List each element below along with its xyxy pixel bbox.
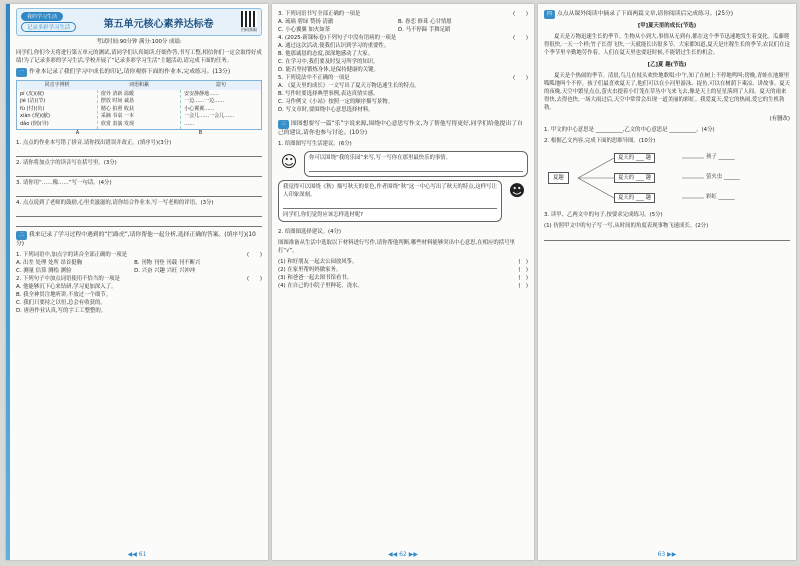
q1-item-3: 3. 请你用“……像……”写一句话。(4分) [16, 180, 112, 187]
mind-map-lines [544, 148, 790, 208]
question-1 [16, 68, 262, 77]
q1-item-2: 2. 请你将加点字的读音写在括号里。(3分) [16, 160, 117, 167]
choice-text: (4) 在自己的小院子里种花、浇水。 [278, 283, 363, 290]
source-note: (有删改) [769, 115, 790, 122]
dialog-area [278, 151, 528, 177]
grid-col-2 [97, 90, 180, 130]
question-2-continued [278, 10, 528, 114]
q2-item-2: 2. 下列句子中加点词语使用不恰当的一项是 ( ) [16, 276, 262, 283]
qr-code [241, 11, 257, 27]
answer-line[interactable] [16, 189, 262, 197]
grid-head-2: 词语积累 [128, 81, 149, 88]
grid-head-3: 造句 [215, 81, 226, 88]
mind-map [544, 148, 790, 208]
option[interactable]: A. 他能够沉下心来钻研,学习更加深入了。 [16, 284, 117, 291]
question-1-items [16, 139, 262, 227]
page-number: ◀◀ 62 ▶▶ [388, 551, 418, 558]
intro-text: 同学们,你们今天将进行第五单元的测试,请同学们认真阅读,仔细作答,书写工整,相信你们一定会取得好成绩!为了记录多彩的学习生活,学校开展了“记录多彩学习生活”主题活动,请完成下面的任务。 [16, 50, 262, 64]
option[interactable]: A. 《夏天里的成长》一文写出了夏天万物迅速生长的特点。 [278, 83, 420, 89]
question-4-item-2: 2. 根据乙文内容,完成下面的思维导图。(10分) [544, 137, 656, 144]
q2-item-3-text: 3. 下列词语书写全部正确的一项是 [278, 11, 361, 17]
q2-item-2-text: 2. 下列句子中加点词语使用不恰当的一项是 [16, 276, 120, 283]
bubble-1-text: 你可以围绕“我的乐园”来写,写一写你在那里最快乐的事情。 [309, 155, 452, 162]
notebook-grid [16, 80, 262, 136]
mind-map-center: 夏趣 [548, 172, 569, 184]
option[interactable]: C. 习作例文《小站》按照一定的顺序描写景物。 [278, 99, 394, 105]
mind-map-node[interactable]: 夏天的 ___ 趣 [614, 193, 655, 203]
option[interactable]: D. 唐唐作业认真,写的字工工整整的。 [16, 308, 107, 315]
q2-item-1: 1. 下列词语中,加点字的读音全部正确的一项是 ( ) [16, 252, 262, 259]
answer-line[interactable] [16, 169, 262, 177]
option[interactable]: C. 在学习中,我们要及时复习所学的知识。 [278, 59, 379, 65]
q2-item-4: 4. (2025·新课标卷)下列句子中没有语病的一项是 ( ) [278, 35, 528, 41]
grid-cell: 安安静静地…… [184, 91, 220, 97]
girl-avatar: ☻ [508, 181, 526, 201]
question-3 [278, 120, 528, 137]
option[interactable]: A. 琉璃 碧绿 赞扬 清澈 [278, 19, 334, 25]
grid-foot-a: A [75, 130, 80, 137]
brand-small: 我的学习生活 [21, 12, 63, 21]
option[interactable]: D. 写文章时,要围绕中心意思选择材料。 [278, 107, 374, 113]
qr-caption: 扫码获取 [240, 27, 257, 32]
page-number: ◀◀ 61 [127, 551, 147, 558]
option[interactable]: B. 眷恋 修葺 心甘情愿 [398, 19, 452, 25]
mind-map-leaf[interactable]: 彩虹 ______ [706, 193, 735, 200]
essay-1-text: 夏天是万物迅速生长的季节。生物从小到大,事情从无到有,都在这个季节迅速地发生着变化。瓜藤爬得很快,一天一个样;竹子长得飞快,一天就能长出很多节。大家都知道,夏天是庄稼生长的季节,农民们在这个季节里辛勤地劳作着。人们在夏天里也要赶时候,不能错过生长的机会。 [544, 33, 790, 56]
brand-banner: 记录多彩学习生活 [21, 22, 76, 32]
grid-cell: 采摘 书桌 一本 [100, 113, 135, 120]
grid-cell: fù (付)(负) [20, 105, 45, 112]
option[interactable]: A. 通过这次活动,使我们认识到学习的重要性。 [278, 43, 390, 49]
question-4-head: 点点从课外阅读中摘录了下面两篇文章,请你阅读后完成练习。(25分) [557, 11, 734, 17]
option[interactable]: C. 我们只要持之以恒,总会有收获的。 [16, 300, 106, 307]
grid-cell: 欣赏 表演 发现 [100, 120, 135, 127]
q1-item-1: 1. 点点的作业本写错了拼音,请你找出错误并改正。(填序号)(3分) [16, 140, 172, 147]
option[interactable]: C. 测量 估算 测绘 测验 [16, 268, 72, 275]
grid-col-3 [181, 90, 262, 130]
answer-line[interactable] [16, 209, 262, 217]
question-4-item-4: (1) 仿照甲文中的句子写一写,从时间的角度表现事物飞速成长。(2分) [544, 222, 709, 229]
option[interactable]: B. 写作时要选择典型事例,表达真情实感。 [278, 91, 379, 97]
section-badge: 二 [16, 231, 27, 240]
grid-cell: jié (洁)(节) [20, 98, 46, 105]
page-63 [538, 4, 796, 560]
question-2-items [16, 251, 262, 315]
q2-item-3: 3. 下列词语书写全部正确的一项是 ( ) [278, 11, 528, 17]
choice-item[interactable]: (4) 在自己的小院子里种花、浇水。 ( ) [278, 283, 528, 290]
exam-meta: 考试时间:90分钟 满分:100分 成绩: [96, 39, 182, 45]
grid-cell: xiàn (现)(献) [20, 113, 50, 120]
answer-line[interactable] [544, 233, 790, 241]
boy-avatar: ☺ [280, 152, 298, 172]
question-2 [16, 231, 262, 248]
q1-item-4: 4. 点点说到了老师的鼓励,心里美滋滋的,请你结合作业本,写一写老师的评语。(3分) [16, 200, 214, 207]
question-4-item-1: 1. 甲文的中心意思是 __________,乙文的中心意思是 __________。(4分) [544, 126, 715, 133]
page-61 [6, 4, 268, 560]
page-number: 63 ▶▶ [657, 551, 677, 558]
sub-question-2-text: 图图准备从生活中选取以下材料进行写作,请你帮他判断,哪些材料能够突出中心意思,在相应的括号里打“√”。 [278, 240, 515, 255]
grid-cell: 窗外 清新 温暖 [100, 91, 135, 97]
choice-item[interactable]: (3) 和爸爸一起去图书馆看书。 ( ) [278, 275, 528, 282]
sub-question-2-items [278, 258, 528, 290]
grid-cell: dǎo (倒)(导) [20, 120, 49, 127]
grid-col-1 [17, 90, 98, 130]
grid-foot-b: B [198, 130, 203, 137]
answer-line[interactable] [16, 149, 262, 157]
section-badge: 四 [544, 10, 555, 19]
mind-map-leaf[interactable]: 萤火虫 ______ [706, 173, 741, 180]
grid-cell: pí (皮)(疲) [20, 91, 44, 97]
grid-cell: 小心翼翼…… [184, 105, 215, 112]
option[interactable]: B. 我全神贯注地听讲,不放过一个细节。 [16, 292, 112, 299]
section-badge: 三 [278, 120, 289, 129]
option[interactable]: A. 出差 处理 处所 昂首挺胸 [16, 260, 83, 267]
speech-bubble-1 [304, 151, 528, 177]
q2-item-4-text: 4. (2025·新课标卷)下列句子中没有语病的一项是 [278, 35, 397, 41]
essay-2-text: 夏天是个热闹的季节。清晨,鸟儿在枝头欢快地歌唱;中午,知了在树上不停地鸣叫;傍晚,青蛙在池塘里呱呱地叫个不停。孩子们最喜欢夏天了,他们可以在小河里游泳、捉鱼,可以在树荫下乘凉、讲故事。夏天的夜晚,天空中繁星点点,萤火虫提着小灯笼在草丛中飞来飞去,像是天上的星星落到了人间。夏天的雨来得快,去得也快,一场大雨过后,天空中常常会出现一道美丽的彩虹。我爱夏天,爱它的热闹,爱它的生机勃勃。 [544, 72, 791, 111]
essay-2-title: [乙]夏 趣(节选) [647, 61, 687, 68]
page-number-value: 61 [138, 551, 147, 558]
option[interactable]: B. 刊物 刊登 刊载 刊不断兴 [134, 260, 201, 267]
dialog-area-2 [278, 180, 528, 222]
grid-cell: 精心 拍照 收获 [100, 105, 135, 112]
choice-text: (1) 和好朋友一起去公园放风筝。 [278, 259, 358, 266]
mind-map-node[interactable]: 夏天的 ___ 趣 [614, 153, 655, 163]
option[interactable]: D. 兴奋 兴趣 兴旺 兴冲冲 [134, 268, 196, 275]
bubble-2-text: 我觉得可以围绕《秋》描写秋天的景色,作者围绕“秋”这一中心写出了秋天的特点,这样写让人印象深刻。 [283, 184, 497, 199]
bubble-hint: 同学们,你们觉得应该怎样选材呢? [283, 212, 364, 219]
q2-item-1-text: 1. 下列词语中,加点字的读音全部正确的一项是 [16, 252, 127, 259]
question-4-item-3: 3. 读甲、乙两文中的句子,按要求完成练习。(5分) [544, 211, 663, 218]
question-4 [544, 10, 790, 19]
question-3-head: 图图想要写一篇“乐”字说来源,围绕中心意思写作文,为了帮他写得更好,同学们给他提出了自己的建议,请你也参与讨论。(10分) [278, 121, 523, 136]
answer-line[interactable] [16, 219, 262, 227]
grid-cell: …… [184, 120, 195, 127]
title-banner [16, 8, 262, 46]
grid-cell: 一边……一边…… [184, 98, 225, 105]
grid-cell: 一会儿……一会儿…… [184, 113, 235, 120]
page-62 [272, 4, 534, 560]
option[interactable]: D. 马不停蹄 手舞足蹈 [398, 27, 451, 33]
page-number-value: 62 [399, 551, 407, 558]
answer-line[interactable] [309, 164, 523, 172]
question-1-head: 作业本记录了我们学习中成长的印记,请你观察下面的作业本,完成练习。(13分) [29, 69, 231, 75]
sub-question-2: 2. 给图图选择建议。(4分) [278, 229, 342, 236]
essay-1-title: [甲]夏天里的成长(节选) [637, 22, 697, 29]
mind-map-node[interactable]: 夏天的 ___ 趣 [614, 173, 655, 183]
option[interactable]: B. 他那诚恳的态度,深深地感动了大家。 [278, 51, 374, 57]
answer-line[interactable] [283, 201, 497, 209]
choice-text: (2) 在家里帮妈妈做家务。 [278, 267, 342, 274]
grid-head-1: 同音字辨析 [44, 81, 70, 88]
speech-bubble-2 [278, 180, 502, 222]
choice-text: (3) 和爸爸一起去图书馆看书。 [278, 275, 353, 282]
choice-item[interactable]: (2) 在家里帮妈妈做家务。 ( ) [278, 267, 528, 274]
section-badge: 一 [16, 68, 27, 77]
page-number-value: 63 [657, 551, 666, 558]
option[interactable]: D. 能否坚持锻炼身体,是保持健康的关键。 [278, 67, 379, 73]
question-2-head: 我来记录了学习过程中遇到的“拦路虎”,请你帮他一起分析,选择正确的答案。(填序号)(10分) [16, 232, 256, 247]
q2-item-5: 5. 下列说法中不正确的一项是 ( ) [278, 75, 528, 81]
page-edge-bar [6, 4, 10, 560]
page-title: 第五单元核心素养达标卷 [103, 18, 214, 30]
grid-cell: 摆放 时间 诚恳 [100, 98, 135, 105]
q2-item-5-text: 5. 下列说法中不正确的一项是 [278, 75, 350, 81]
choice-item[interactable]: (1) 和好朋友一起去公园放风筝。 ( ) [278, 259, 528, 266]
option[interactable]: C. 小心翼翼 如火如荼 [278, 27, 331, 33]
mind-map-leaf[interactable]: 孩子 ______ [706, 153, 735, 160]
sub-question-1: 1. 给图图写写生活建议。(6分) [278, 141, 352, 148]
